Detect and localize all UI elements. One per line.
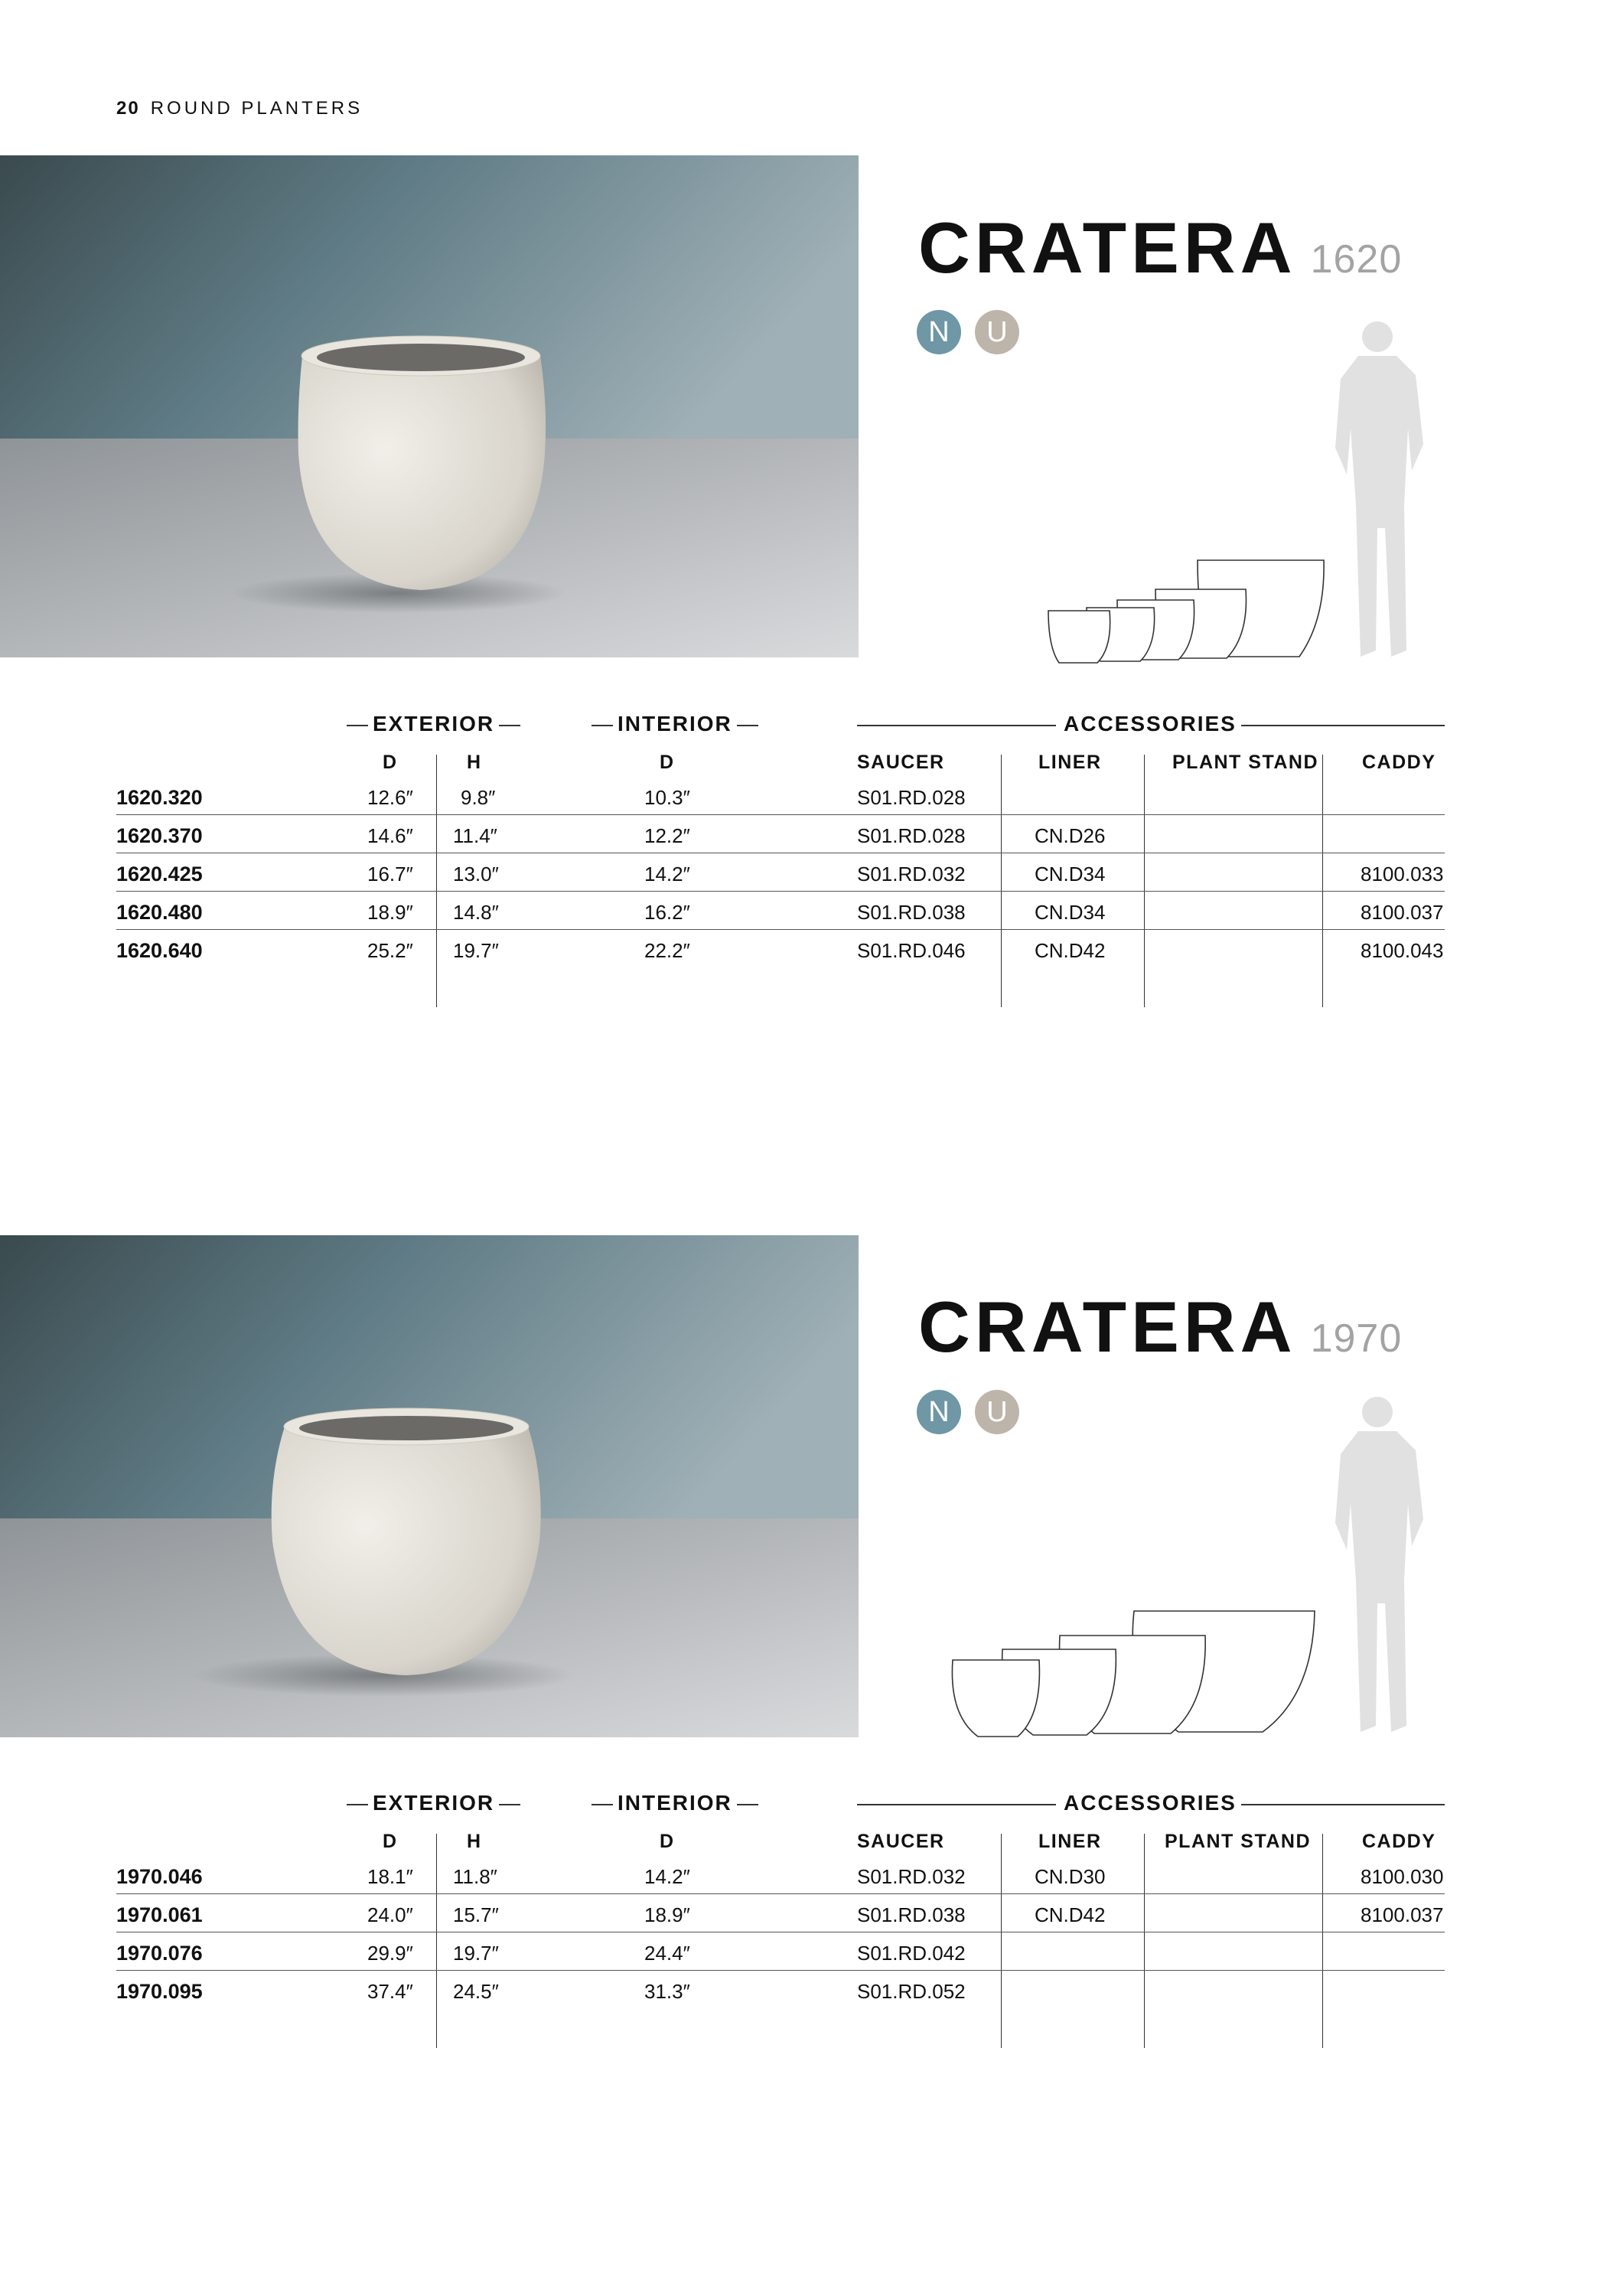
cell-saucer: S01.RD.038 [857, 901, 966, 924]
cell-model: 1620.370 [116, 824, 203, 847]
cell-int-d: 31.3″ [644, 1980, 690, 2003]
table-row [116, 892, 1445, 930]
group-exterior: EXTERIOR [342, 1791, 525, 1815]
product-title-1620 [918, 207, 1402, 289]
col-ext-h: H [467, 752, 482, 773]
accessories-rule-right [1241, 725, 1445, 726]
col-liner: LINER [1038, 752, 1102, 773]
product-name: CRATERA [918, 1287, 1297, 1367]
cell-liner: CN.D30 [1035, 1865, 1106, 1888]
col-int-d: D [660, 1831, 675, 1852]
cell-ext-h: 19.7″ [453, 939, 499, 962]
col-liner: LINER [1038, 1831, 1102, 1852]
group-exterior: EXTERIOR [342, 712, 525, 736]
page-number: 20 [116, 98, 140, 119]
cell-saucer: S01.RD.038 [857, 1903, 966, 1926]
cell-ext-h: 11.8″ [453, 1865, 497, 1888]
cell-ext-d: 14.6″ [367, 824, 413, 847]
product-title-1970 [918, 1286, 1402, 1368]
cell-model: 1970.095 [116, 1980, 203, 2003]
cell-saucer: S01.RD.028 [857, 824, 966, 847]
product-code: 1970 [1310, 1316, 1403, 1361]
page-header [116, 98, 363, 119]
table-row [116, 1932, 1445, 1971]
group-accessories: ACCESSORIES [1064, 1791, 1237, 1815]
table-row [116, 853, 1445, 892]
cell-ext-h: 9.8″ [461, 786, 496, 809]
cell-ext-d: 37.4″ [367, 1980, 413, 2003]
section-title: ROUND PLANTERS [150, 98, 363, 119]
cell-caddy: 8100.043 [1361, 939, 1444, 962]
person-silhouette-icon [1335, 321, 1423, 657]
cell-model: 1620.425 [116, 863, 203, 885]
col-ext-h: H [467, 1831, 482, 1852]
cell-saucer: S01.RD.052 [857, 1980, 966, 2003]
cell-int-d: 24.4″ [644, 1942, 690, 1965]
cell-ext-d: 16.7″ [367, 863, 413, 885]
cell-saucer: S01.RD.028 [857, 786, 966, 809]
cell-int-d: 14.2″ [644, 1865, 690, 1888]
accessories-rule-left [857, 725, 1056, 726]
cell-int-d: 10.3″ [644, 786, 690, 809]
cell-ext-h: 24.5″ [453, 1980, 499, 2003]
cell-liner: CN.D42 [1035, 939, 1106, 962]
cell-ext-d: 18.9″ [367, 901, 413, 924]
person-silhouette-icon [1335, 1397, 1423, 1732]
cell-int-d: 12.2″ [644, 824, 690, 847]
col-saucer: SAUCER [857, 1831, 945, 1852]
cell-liner: CN.D34 [1035, 901, 1106, 924]
cell-model: 1970.046 [116, 1865, 203, 1888]
cell-ext-h: 15.7″ [453, 1903, 499, 1926]
cell-ext-d: 25.2″ [367, 939, 413, 962]
cell-int-d: 16.2″ [644, 901, 690, 924]
cell-model: 1970.076 [116, 1942, 203, 1965]
product-photo-1970 [0, 1235, 859, 1737]
badge-n: N [917, 1390, 961, 1434]
planter-outlines-icon [1048, 560, 1324, 663]
cell-ext-h: 11.4″ [453, 824, 497, 847]
cell-ext-h: 14.8″ [453, 901, 499, 924]
badge-u: U [975, 1390, 1019, 1434]
cell-caddy: 8100.037 [1361, 1903, 1444, 1926]
cell-liner: CN.D26 [1035, 824, 1106, 847]
accessories-rule-right [1241, 1804, 1445, 1805]
cell-caddy: 8100.033 [1361, 863, 1444, 885]
size-comparison-drawing-1970 [941, 1389, 1431, 1741]
cell-ext-d: 24.0″ [367, 1903, 413, 1926]
col-ext-d: D [383, 752, 398, 773]
table-row [116, 1856, 1445, 1894]
size-comparison-drawing-1620 [1041, 314, 1454, 666]
table-row [116, 1894, 1445, 1932]
product-code: 1620 [1310, 237, 1403, 282]
cell-saucer: S01.RD.046 [857, 939, 966, 962]
cell-saucer: S01.RD.032 [857, 863, 966, 885]
cell-model: 1620.320 [116, 786, 203, 809]
col-int-d: D [660, 752, 675, 773]
cell-ext-h: 13.0″ [453, 863, 499, 885]
product-photo-1620 [0, 155, 859, 657]
col-saucer: SAUCER [857, 752, 945, 773]
table-row [116, 930, 1445, 968]
product-name: CRATERA [918, 207, 1297, 288]
table-row [116, 815, 1445, 853]
cell-model: 1620.480 [116, 901, 203, 924]
col-caddy: CADDY [1362, 752, 1436, 773]
cell-int-d: 18.9″ [644, 1903, 690, 1926]
badge-n: N [917, 310, 961, 354]
cell-liner: CN.D42 [1035, 1903, 1106, 1926]
badge-u: U [975, 310, 1019, 354]
col-plant-stand: PLANT STAND [1172, 752, 1319, 773]
col-ext-d: D [383, 1831, 398, 1852]
table-row [116, 777, 1445, 815]
group-interior: INTERIOR [587, 712, 763, 736]
cell-caddy: 8100.037 [1361, 901, 1444, 924]
cell-saucer: S01.RD.032 [857, 1865, 966, 1888]
cell-caddy: 8100.030 [1361, 1865, 1444, 1888]
table-row [116, 1971, 1445, 2009]
cell-ext-d: 18.1″ [367, 1865, 413, 1888]
cell-saucer: S01.RD.042 [857, 1942, 966, 1965]
col-plant-stand: PLANT STAND [1165, 1831, 1312, 1852]
group-accessories: ACCESSORIES [1064, 712, 1237, 735]
col-caddy: CADDY [1362, 1831, 1436, 1852]
cell-model: 1970.061 [116, 1903, 203, 1926]
cell-ext-d: 12.6″ [367, 786, 413, 809]
planter-outlines-icon [952, 1611, 1315, 1737]
cell-liner: CN.D34 [1035, 863, 1106, 885]
cell-ext-h: 19.7″ [453, 1942, 499, 1965]
cell-int-d: 14.2″ [644, 863, 690, 885]
accessories-rule-left [857, 1804, 1056, 1805]
group-interior: INTERIOR [587, 1791, 763, 1815]
cell-ext-d: 29.9″ [367, 1942, 413, 1965]
cell-model: 1620.640 [116, 939, 203, 962]
cell-int-d: 22.2″ [644, 939, 690, 962]
